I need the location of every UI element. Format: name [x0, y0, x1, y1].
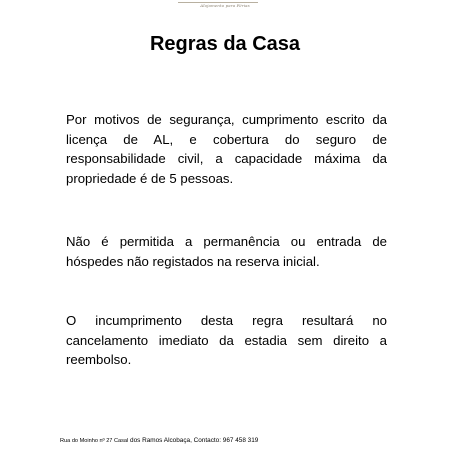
footer-address-street: Rua do Moinho nº 27 Casal: [60, 438, 129, 444]
rule-paragraph-unregistered-guests: Não é permitida a permanência ou entrada de hóspedes não registados na reserva inicial.: [66, 234, 387, 269]
page-title: Regras da Casa: [149, 33, 301, 55]
logo: [0, 0, 450, 14]
rule-paragraph-capacity: Por motivos de segurança, cumprimento escrito da licença de AL, e cobertura do seguro de responsabilidade civil, a capacidade máxima da propriedade é de 5 pessoas.: [66, 112, 387, 186]
footer-address-contact: dos Ramos Alcobaça, Contacto: 967 458 319: [128, 437, 259, 444]
rule-paragraph-penalty: O incumprimento desta regra resultará no cancelamento imediato da estadia sem direito a reembolso.: [66, 313, 387, 367]
footer-address: [60, 437, 390, 445]
logo-tagline: Alojamento para Férias: [200, 3, 250, 8]
